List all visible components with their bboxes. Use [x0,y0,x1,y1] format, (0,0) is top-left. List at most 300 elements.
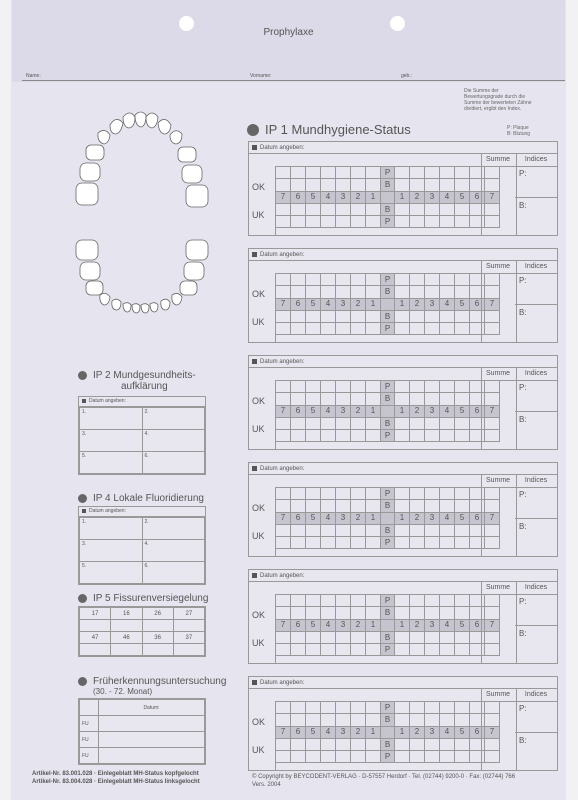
chart-cell[interactable] [455,286,470,298]
chart-cell[interactable] [425,381,440,393]
chart-cell[interactable] [440,430,455,442]
chart-cell[interactable] [321,631,336,643]
chart-cell[interactable] [395,430,410,442]
chart-cell[interactable] [306,310,321,322]
chart-cell[interactable] [440,738,455,750]
ip4-cell[interactable]: 5. [80,562,143,584]
chart-cell[interactable] [291,393,306,405]
chart-cell[interactable] [336,381,351,393]
chart-cell[interactable] [336,323,351,335]
chart-cell[interactable] [276,714,291,726]
chart-date-header[interactable] [249,249,557,261]
chart-cell[interactable] [276,323,291,335]
chart-cell[interactable] [425,430,440,442]
chart-cell[interactable] [410,751,425,763]
chart-cell[interactable] [321,203,336,215]
chart-cell[interactable] [395,595,410,607]
chart-cell[interactable] [410,286,425,298]
chart-cell[interactable] [455,393,470,405]
chart-cell[interactable] [276,537,291,549]
chart-cell[interactable] [306,274,321,286]
chart-cell[interactable] [366,286,381,298]
chart-cell[interactable] [440,595,455,607]
chart-cell[interactable] [366,179,381,191]
chart-cell[interactable] [410,216,425,228]
chart-cell[interactable] [440,500,455,512]
ip2-cell[interactable]: 4. [142,430,205,452]
chart-cell[interactable] [366,524,381,536]
chart-cell[interactable] [321,714,336,726]
ip5-cell[interactable] [173,620,204,632]
chart-cell[interactable] [276,500,291,512]
chart-cell[interactable] [351,310,366,322]
chart-cell[interactable] [440,607,455,619]
chart-cell[interactable] [306,430,321,442]
chart-cell[interactable] [306,500,321,512]
chart-cell[interactable] [440,381,455,393]
chart-date-header[interactable] [249,142,557,154]
chart-cell[interactable] [276,417,291,429]
chart-cell[interactable] [425,274,440,286]
chart-cell[interactable] [395,286,410,298]
chart-cell[interactable] [455,751,470,763]
ip5-cell[interactable] [142,620,173,632]
chart-cell[interactable] [336,488,351,500]
chart-cell[interactable] [291,381,306,393]
chart-cell[interactable] [366,631,381,643]
chart-cell[interactable] [395,537,410,549]
chart-date-header[interactable] [249,570,557,582]
fu-date-cell[interactable] [99,716,205,732]
chart-cell[interactable] [291,167,306,179]
chart-cell[interactable] [425,216,440,228]
chart-cell[interactable] [291,644,306,656]
chart-cell[interactable] [410,274,425,286]
chart-cell[interactable] [306,216,321,228]
chart-cell[interactable] [291,607,306,619]
chart-cell[interactable] [351,751,366,763]
chart-cell[interactable] [455,488,470,500]
chart-cell[interactable] [351,179,366,191]
ip2-cell[interactable]: 1. [80,408,143,430]
chart-cell[interactable] [425,644,440,656]
chart-cell[interactable] [410,714,425,726]
chart-cell[interactable] [455,738,470,750]
chart-cell[interactable] [336,738,351,750]
chart-cell[interactable] [366,203,381,215]
chart-cell[interactable] [336,417,351,429]
chart-cell[interactable] [410,607,425,619]
chart-cell[interactable] [395,714,410,726]
chart-cell[interactable] [291,310,306,322]
fu-date-cell[interactable] [99,748,205,764]
chart-cell[interactable] [395,381,410,393]
chart-cell[interactable] [291,417,306,429]
chart-cell[interactable] [440,417,455,429]
chart-cell[interactable] [366,607,381,619]
chart-cell[interactable] [395,500,410,512]
chart-cell[interactable] [395,644,410,656]
chart-cell[interactable] [440,216,455,228]
chart-cell[interactable] [276,310,291,322]
chart-cell[interactable] [366,751,381,763]
chart-cell[interactable] [440,524,455,536]
chart-cell[interactable] [291,216,306,228]
chart-cell[interactable] [395,702,410,714]
ip2-cell[interactable]: 3. [80,430,143,452]
chart-cell[interactable] [455,310,470,322]
chart-cell[interactable] [410,595,425,607]
chart-cell[interactable] [306,381,321,393]
chart-cell[interactable] [410,203,425,215]
chart-cell[interactable] [276,751,291,763]
chart-cell[interactable] [440,274,455,286]
chart-cell[interactable] [291,751,306,763]
chart-cell[interactable] [351,595,366,607]
chart-cell[interactable] [366,644,381,656]
chart-cell[interactable] [306,702,321,714]
chart-cell[interactable] [410,631,425,643]
chart-cell[interactable] [440,167,455,179]
chart-cell[interactable] [276,524,291,536]
chart-cell[interactable] [321,751,336,763]
chart-cell[interactable] [351,644,366,656]
chart-cell[interactable] [366,714,381,726]
chart-cell[interactable] [366,381,381,393]
chart-cell[interactable] [306,323,321,335]
chart-cell[interactable] [455,644,470,656]
chart-cell[interactable] [455,381,470,393]
chart-cell[interactable] [366,310,381,322]
chart-cell[interactable] [410,644,425,656]
chart-cell[interactable] [455,631,470,643]
chart-cell[interactable] [276,631,291,643]
chart-cell[interactable] [440,203,455,215]
chart-cell[interactable] [276,179,291,191]
chart-cell[interactable] [366,393,381,405]
chart-cell[interactable] [410,702,425,714]
chart-cell[interactable] [336,500,351,512]
chart-cell[interactable] [351,393,366,405]
chart-cell[interactable] [425,537,440,549]
chart-cell[interactable] [306,644,321,656]
chart-cell[interactable] [351,488,366,500]
chart-cell[interactable] [440,393,455,405]
chart-cell[interactable] [395,631,410,643]
chart-cell[interactable] [321,702,336,714]
chart-cell[interactable] [410,179,425,191]
chart-cell[interactable] [291,203,306,215]
chart-cell[interactable] [455,203,470,215]
chart-cell[interactable] [440,751,455,763]
chart-cell[interactable] [351,274,366,286]
chart-cell[interactable] [351,167,366,179]
chart-cell[interactable] [425,751,440,763]
chart-cell[interactable] [336,286,351,298]
chart-cell[interactable] [336,179,351,191]
chart-cell[interactable] [425,393,440,405]
chart-cell[interactable] [425,179,440,191]
chart-cell[interactable] [321,738,336,750]
chart-cell[interactable] [336,524,351,536]
chart-cell[interactable] [425,702,440,714]
chart-cell[interactable] [291,500,306,512]
chart-cell[interactable] [440,702,455,714]
chart-cell[interactable] [276,167,291,179]
chart-cell[interactable] [425,417,440,429]
chart-cell[interactable] [455,595,470,607]
chart-cell[interactable] [306,595,321,607]
chart-cell[interactable] [291,488,306,500]
chart-cell[interactable] [455,524,470,536]
chart-cell[interactable] [351,381,366,393]
chart-cell[interactable] [366,595,381,607]
chart-cell[interactable] [455,714,470,726]
chart-cell[interactable] [440,537,455,549]
chart-cell[interactable] [291,274,306,286]
chart-cell[interactable] [395,751,410,763]
chart-cell[interactable] [276,595,291,607]
chart-cell[interactable] [321,644,336,656]
chart-cell[interactable] [366,488,381,500]
chart-cell[interactable] [366,702,381,714]
chart-cell[interactable] [395,310,410,322]
chart-cell[interactable] [306,203,321,215]
chart-cell[interactable] [336,631,351,643]
chart-cell[interactable] [306,488,321,500]
chart-cell[interactable] [455,702,470,714]
chart-cell[interactable] [410,537,425,549]
chart-cell[interactable] [425,631,440,643]
chart-cell[interactable] [276,430,291,442]
chart-cell[interactable] [306,537,321,549]
chart-cell[interactable] [336,751,351,763]
ip5-cell[interactable] [80,620,111,632]
chart-cell[interactable] [410,167,425,179]
chart-cell[interactable] [306,524,321,536]
chart-cell[interactable] [306,607,321,619]
ip5-cell[interactable] [111,644,142,656]
chart-cell[interactable] [336,393,351,405]
chart-cell[interactable] [321,488,336,500]
chart-cell[interactable] [306,286,321,298]
chart-cell[interactable] [455,274,470,286]
chart-cell[interactable] [410,323,425,335]
chart-cell[interactable] [291,714,306,726]
chart-cell[interactable] [351,631,366,643]
chart-cell[interactable] [351,203,366,215]
chart-cell[interactable] [410,393,425,405]
chart-cell[interactable] [440,714,455,726]
chart-cell[interactable] [440,488,455,500]
chart-cell[interactable] [306,631,321,643]
ip4-cell[interactable]: 1. [80,518,143,540]
chart-cell[interactable] [291,430,306,442]
chart-date-header[interactable] [249,356,557,368]
chart-cell[interactable] [336,430,351,442]
chart-cell[interactable] [276,393,291,405]
chart-cell[interactable] [306,417,321,429]
chart-cell[interactable] [321,179,336,191]
chart-cell[interactable] [455,537,470,549]
chart-cell[interactable] [276,274,291,286]
chart-cell[interactable] [366,274,381,286]
chart-cell[interactable] [410,524,425,536]
chart-cell[interactable] [336,203,351,215]
ip5-cell[interactable] [173,644,204,656]
chart-cell[interactable] [321,310,336,322]
ip2-cell[interactable]: 2. [142,408,205,430]
chart-cell[interactable] [366,323,381,335]
chart-cell[interactable] [395,323,410,335]
chart-cell[interactable] [306,738,321,750]
chart-cell[interactable] [276,702,291,714]
chart-cell[interactable] [321,417,336,429]
chart-cell[interactable] [306,167,321,179]
ip5-cell[interactable] [80,644,111,656]
chart-cell[interactable] [336,274,351,286]
chart-cell[interactable] [425,714,440,726]
chart-cell[interactable] [425,595,440,607]
chart-cell[interactable] [395,524,410,536]
chart-cell[interactable] [455,607,470,619]
chart-cell[interactable] [321,607,336,619]
chart-cell[interactable] [395,179,410,191]
chart-cell[interactable] [291,179,306,191]
chart-cell[interactable] [410,417,425,429]
chart-cell[interactable] [321,274,336,286]
chart-cell[interactable] [336,607,351,619]
chart-cell[interactable] [276,644,291,656]
chart-cell[interactable] [425,607,440,619]
chart-cell[interactable] [366,537,381,549]
chart-cell[interactable] [455,323,470,335]
chart-cell[interactable] [321,430,336,442]
chart-cell[interactable] [276,381,291,393]
chart-cell[interactable] [276,203,291,215]
chart-cell[interactable] [291,595,306,607]
chart-cell[interactable] [395,274,410,286]
chart-cell[interactable] [321,167,336,179]
chart-cell[interactable] [395,167,410,179]
chart-cell[interactable] [351,216,366,228]
chart-cell[interactable] [336,310,351,322]
chart-cell[interactable] [410,500,425,512]
chart-cell[interactable] [321,393,336,405]
chart-cell[interactable] [351,417,366,429]
chart-cell[interactable] [336,167,351,179]
chart-cell[interactable] [440,286,455,298]
chart-cell[interactable] [291,323,306,335]
chart-cell[interactable] [425,738,440,750]
chart-cell[interactable] [455,500,470,512]
chart-cell[interactable] [395,216,410,228]
chart-cell[interactable] [336,216,351,228]
chart-cell[interactable] [366,500,381,512]
chart-cell[interactable] [321,595,336,607]
ip4-cell[interactable]: 3. [80,540,143,562]
chart-cell[interactable] [440,644,455,656]
chart-cell[interactable] [351,738,366,750]
ip5-cell[interactable] [142,644,173,656]
chart-cell[interactable] [351,537,366,549]
chart-cell[interactable] [395,488,410,500]
chart-cell[interactable] [425,310,440,322]
chart-cell[interactable] [366,167,381,179]
chart-cell[interactable] [366,430,381,442]
chart-cell[interactable] [291,702,306,714]
chart-cell[interactable] [425,323,440,335]
chart-cell[interactable] [321,286,336,298]
chart-cell[interactable] [336,714,351,726]
chart-cell[interactable] [440,179,455,191]
chart-cell[interactable] [455,167,470,179]
chart-cell[interactable] [336,537,351,549]
chart-cell[interactable] [291,286,306,298]
ip2-cell[interactable]: 5. [80,452,143,474]
chart-cell[interactable] [321,216,336,228]
chart-cell[interactable] [276,607,291,619]
chart-cell[interactable] [351,323,366,335]
chart-cell[interactable] [425,500,440,512]
chart-cell[interactable] [395,393,410,405]
chart-cell[interactable] [440,631,455,643]
chart-cell[interactable] [395,607,410,619]
chart-cell[interactable] [321,381,336,393]
chart-cell[interactable] [321,500,336,512]
chart-cell[interactable] [351,430,366,442]
chart-date-header[interactable] [249,463,557,475]
chart-cell[interactable] [291,524,306,536]
chart-cell[interactable] [306,179,321,191]
chart-cell[interactable] [410,430,425,442]
chart-cell[interactable] [455,417,470,429]
chart-cell[interactable] [455,216,470,228]
chart-cell[interactable] [351,714,366,726]
chart-cell[interactable] [306,751,321,763]
chart-cell[interactable] [291,537,306,549]
chart-cell[interactable] [395,738,410,750]
ip4-cell[interactable]: 6. [142,562,205,584]
chart-cell[interactable] [321,537,336,549]
chart-cell[interactable] [410,738,425,750]
chart-cell[interactable] [425,167,440,179]
chart-cell[interactable] [351,607,366,619]
chart-cell[interactable] [276,488,291,500]
chart-cell[interactable] [410,310,425,322]
chart-cell[interactable] [351,702,366,714]
chart-cell[interactable] [306,393,321,405]
chart-cell[interactable] [276,286,291,298]
chart-cell[interactable] [351,286,366,298]
chart-cell[interactable] [276,738,291,750]
chart-cell[interactable] [395,417,410,429]
chart-cell[interactable] [291,738,306,750]
chart-cell[interactable] [321,524,336,536]
chart-cell[interactable] [395,203,410,215]
ip5-cell[interactable] [111,620,142,632]
chart-cell[interactable] [366,417,381,429]
chart-cell[interactable] [425,286,440,298]
chart-cell[interactable] [366,216,381,228]
chart-cell[interactable] [351,524,366,536]
chart-cell[interactable] [321,323,336,335]
chart-cell[interactable] [291,631,306,643]
chart-cell[interactable] [440,310,455,322]
chart-cell[interactable] [455,430,470,442]
chart-cell[interactable] [351,500,366,512]
chart-cell[interactable] [336,595,351,607]
